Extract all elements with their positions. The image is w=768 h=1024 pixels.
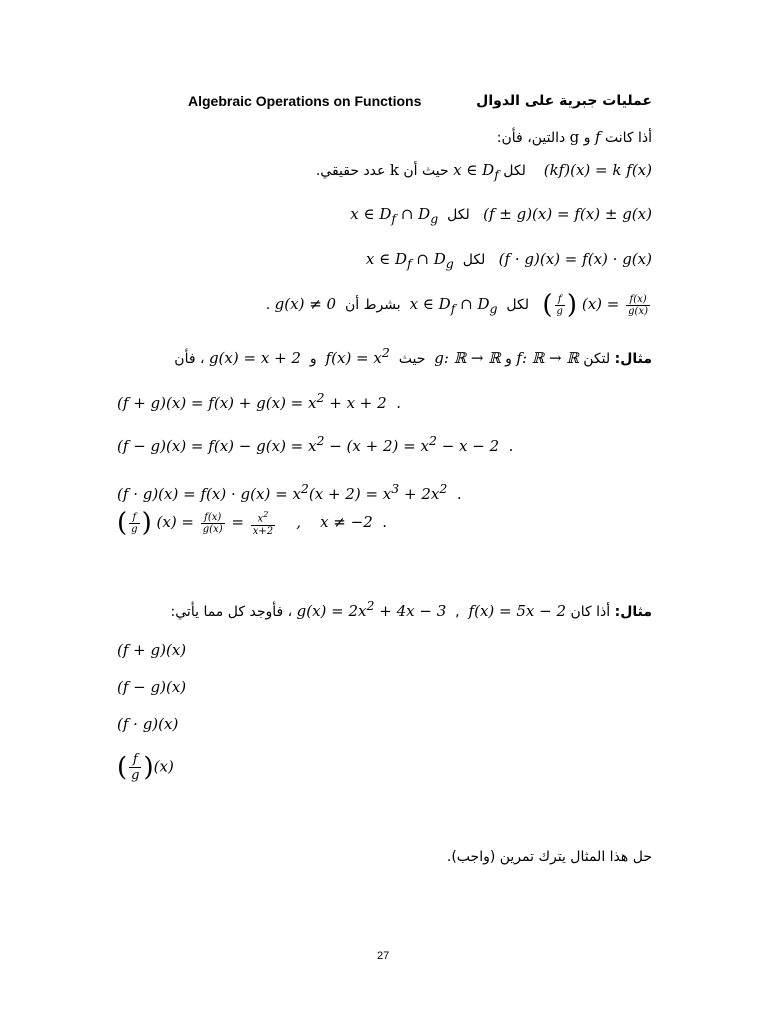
example2-item-sum: (f + g)(x) <box>117 641 187 659</box>
example2-item-product: (f · g)(x) <box>117 715 179 733</box>
intro-text: أذا كانت f و g دالتين، فأن: <box>496 128 652 146</box>
example2-item-difference: (f − g)(x) <box>117 678 187 696</box>
example1-statement: مثال: لتكن f: ℝ → ℝ و g: ℝ → ℝ حيث $f(x) = x^2$ و g(x) = x + 2 ، فأن <box>174 345 652 367</box>
rule-product: (f · g)(x) = f(x) · g(x) لكل x ∈ $D_f$ ∩ $D_g$ <box>365 250 652 271</box>
example1-difference: $(f - g)(x) = f(x) - g(x) = x^2 - (x + 2) = x^2 - x - 2$ . <box>117 433 514 455</box>
title-arabic: عمليات جبرية على الدوال <box>476 93 652 109</box>
example2-statement: مثال: أذا كان f(x) = 5x − 2 , $g(x) = 2x^2 + 4x - 3$ ، فأوجد كل مما يأتي: <box>170 598 652 620</box>
example2-item-quotient-x: (x) <box>153 757 174 776</box>
example1-quotient: ( $\frac{f}{g}$ ) (x) = $\frac{f(x)}{g(x)}$ = $\frac{x^2}{x+2}$ , x ≠ −2 . <box>117 508 388 538</box>
rule-scalar: (kf)(x) = k f(x) لكل x ∈ $D_f$ حيث أن k عدد حقيقي. <box>315 161 652 182</box>
page-number: 27 <box>377 950 390 962</box>
rule-quotient: ( $\frac{f}{g}$ ) (x) = $\frac{f(x)}{g(x)}$ لكل x ∈ $D_f$ ∩ $D_g$ بشرط أن g(x) ≠ 0 . <box>265 290 648 320</box>
rule-sum-difference: (f ± g)(x) = f(x) ± g(x) لكل x ∈ $D_f$ ∩ $D_g$ <box>350 205 652 226</box>
title-english: Algebraic Operations on Functions <box>188 93 422 109</box>
example1-sum: $(f + g)(x) = f(x) + g(x) = x^2 + x + 2$ . <box>117 390 401 412</box>
example1-product: $(f \cdot g)(x) = f(x) \cdot g(x) = x^2(x + 2) = x^3 + 2x^2$ . <box>117 481 462 503</box>
homework-note: حل هذا المثال يترك تمرين (واجب). <box>446 849 652 865</box>
example2-item-quotient: ( $\frac{f}{g}$ )(x) <box>117 752 174 783</box>
